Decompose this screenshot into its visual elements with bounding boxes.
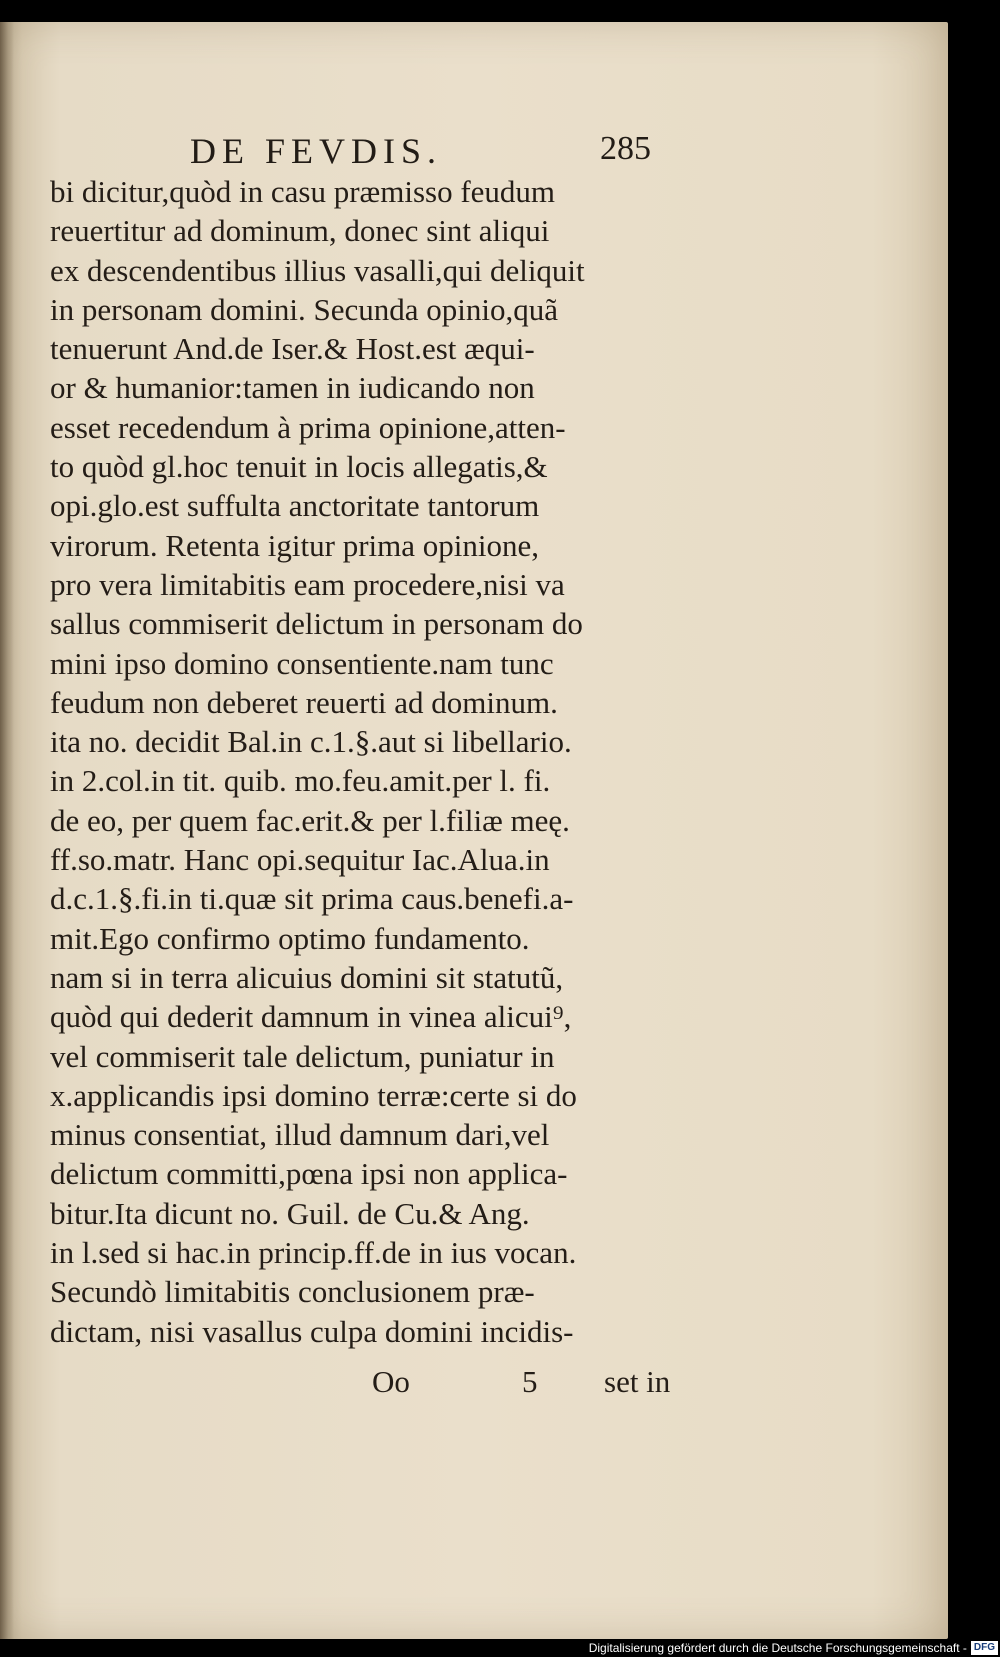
text-line: ex descendentibus illius vasalli,qui deliquit bbox=[50, 252, 585, 288]
body-text bbox=[50, 172, 690, 1351]
text-line: in 2.col.in tit. quib. mo.feu.amit.per l. fi. bbox=[50, 763, 551, 799]
text-line: Secundò limitabitis conclusionem præ- bbox=[50, 1274, 535, 1310]
text-line: nam si in terra alicuius domini sit statutũ, bbox=[50, 959, 564, 995]
text-line: opi.glo.est suffulta anctoritate tantorum bbox=[50, 488, 540, 524]
text-line: dictam, nisi vasallus culpa domini incidis- bbox=[50, 1313, 574, 1349]
text-line: bi dicitur,quòd in casu præmisso feudum bbox=[50, 174, 556, 209]
text-line: minus consentiat, illud damnum dari,vel bbox=[50, 1117, 550, 1153]
text-line: feudum non deberet reuerti ad dominum. bbox=[50, 684, 558, 720]
text-line: virorum. Retenta igitur prima opinione, bbox=[50, 527, 540, 563]
page-title: DE FEVDIS. bbox=[190, 131, 443, 171]
page-foot-marks bbox=[0, 1364, 948, 1404]
page-number: 285 bbox=[600, 130, 651, 167]
text-line: ff.so.matr. Hanc opi.sequitur Iac.Alua.in bbox=[50, 842, 550, 878]
text-line: mit.Ego confirmo optimo fundamento. bbox=[50, 920, 530, 956]
text-line: reuertitur ad dominum, donec sint aliqui bbox=[50, 213, 550, 249]
text-line: sallus commiserit delictum in personam do bbox=[50, 606, 583, 642]
text-line: pro vera limitabitis eam procedere,nisi va bbox=[50, 566, 565, 602]
text-line: in personam domini. Secunda opinio,quã bbox=[50, 291, 558, 327]
text-line: d.c.1.§.fi.in ti.quæ sit prima caus.benefi.a- bbox=[50, 881, 574, 917]
signature-mark: Oo bbox=[372, 1364, 410, 1399]
text-line: tenuerunt And.de Iser.& Host.est æqui- bbox=[50, 331, 535, 367]
text-line: or & humanior:tamen in iudicando non bbox=[50, 370, 535, 406]
text-line: x.applicandis ipsi domino terræ:certe si do bbox=[50, 1077, 577, 1113]
text-line: mini ipso domino consentiente.nam tunc bbox=[50, 645, 554, 681]
catchword: set in bbox=[604, 1364, 671, 1399]
text-line: in l.sed si hac.in princip.ff.de in ius vocan. bbox=[50, 1235, 577, 1271]
text-line: delictum committi,pœna ipsi non applica- bbox=[50, 1156, 568, 1192]
text-line: to quòd gl.hoc tenuit in locis allegatis,& bbox=[50, 449, 548, 485]
text-line: de eo, per quem fac.erit.& per l.filiæ meę. bbox=[50, 802, 570, 838]
signature-number: 5 bbox=[522, 1364, 538, 1399]
text-line: bitur.Ita dicunt no. Guil. de Cu.& Ang. bbox=[50, 1195, 530, 1231]
digitization-credit bbox=[550, 1639, 1000, 1657]
text-line: ita no. decidit Bal.in c.1.§.aut si libellario. bbox=[50, 724, 572, 760]
text-line: vel commiserit tale delictum, puniatur in bbox=[50, 1038, 555, 1074]
credit-text: Digitalisierung gefördert durch die Deutsche Forschungsgemeinschaft - bbox=[588, 1641, 967, 1655]
dfg-logo: DFG bbox=[971, 1641, 998, 1655]
text-line: esset recedendum à prima opinione,atten- bbox=[50, 409, 566, 445]
text-line: quòd qui dederit damnum in vinea alicui⁹, bbox=[50, 999, 572, 1035]
